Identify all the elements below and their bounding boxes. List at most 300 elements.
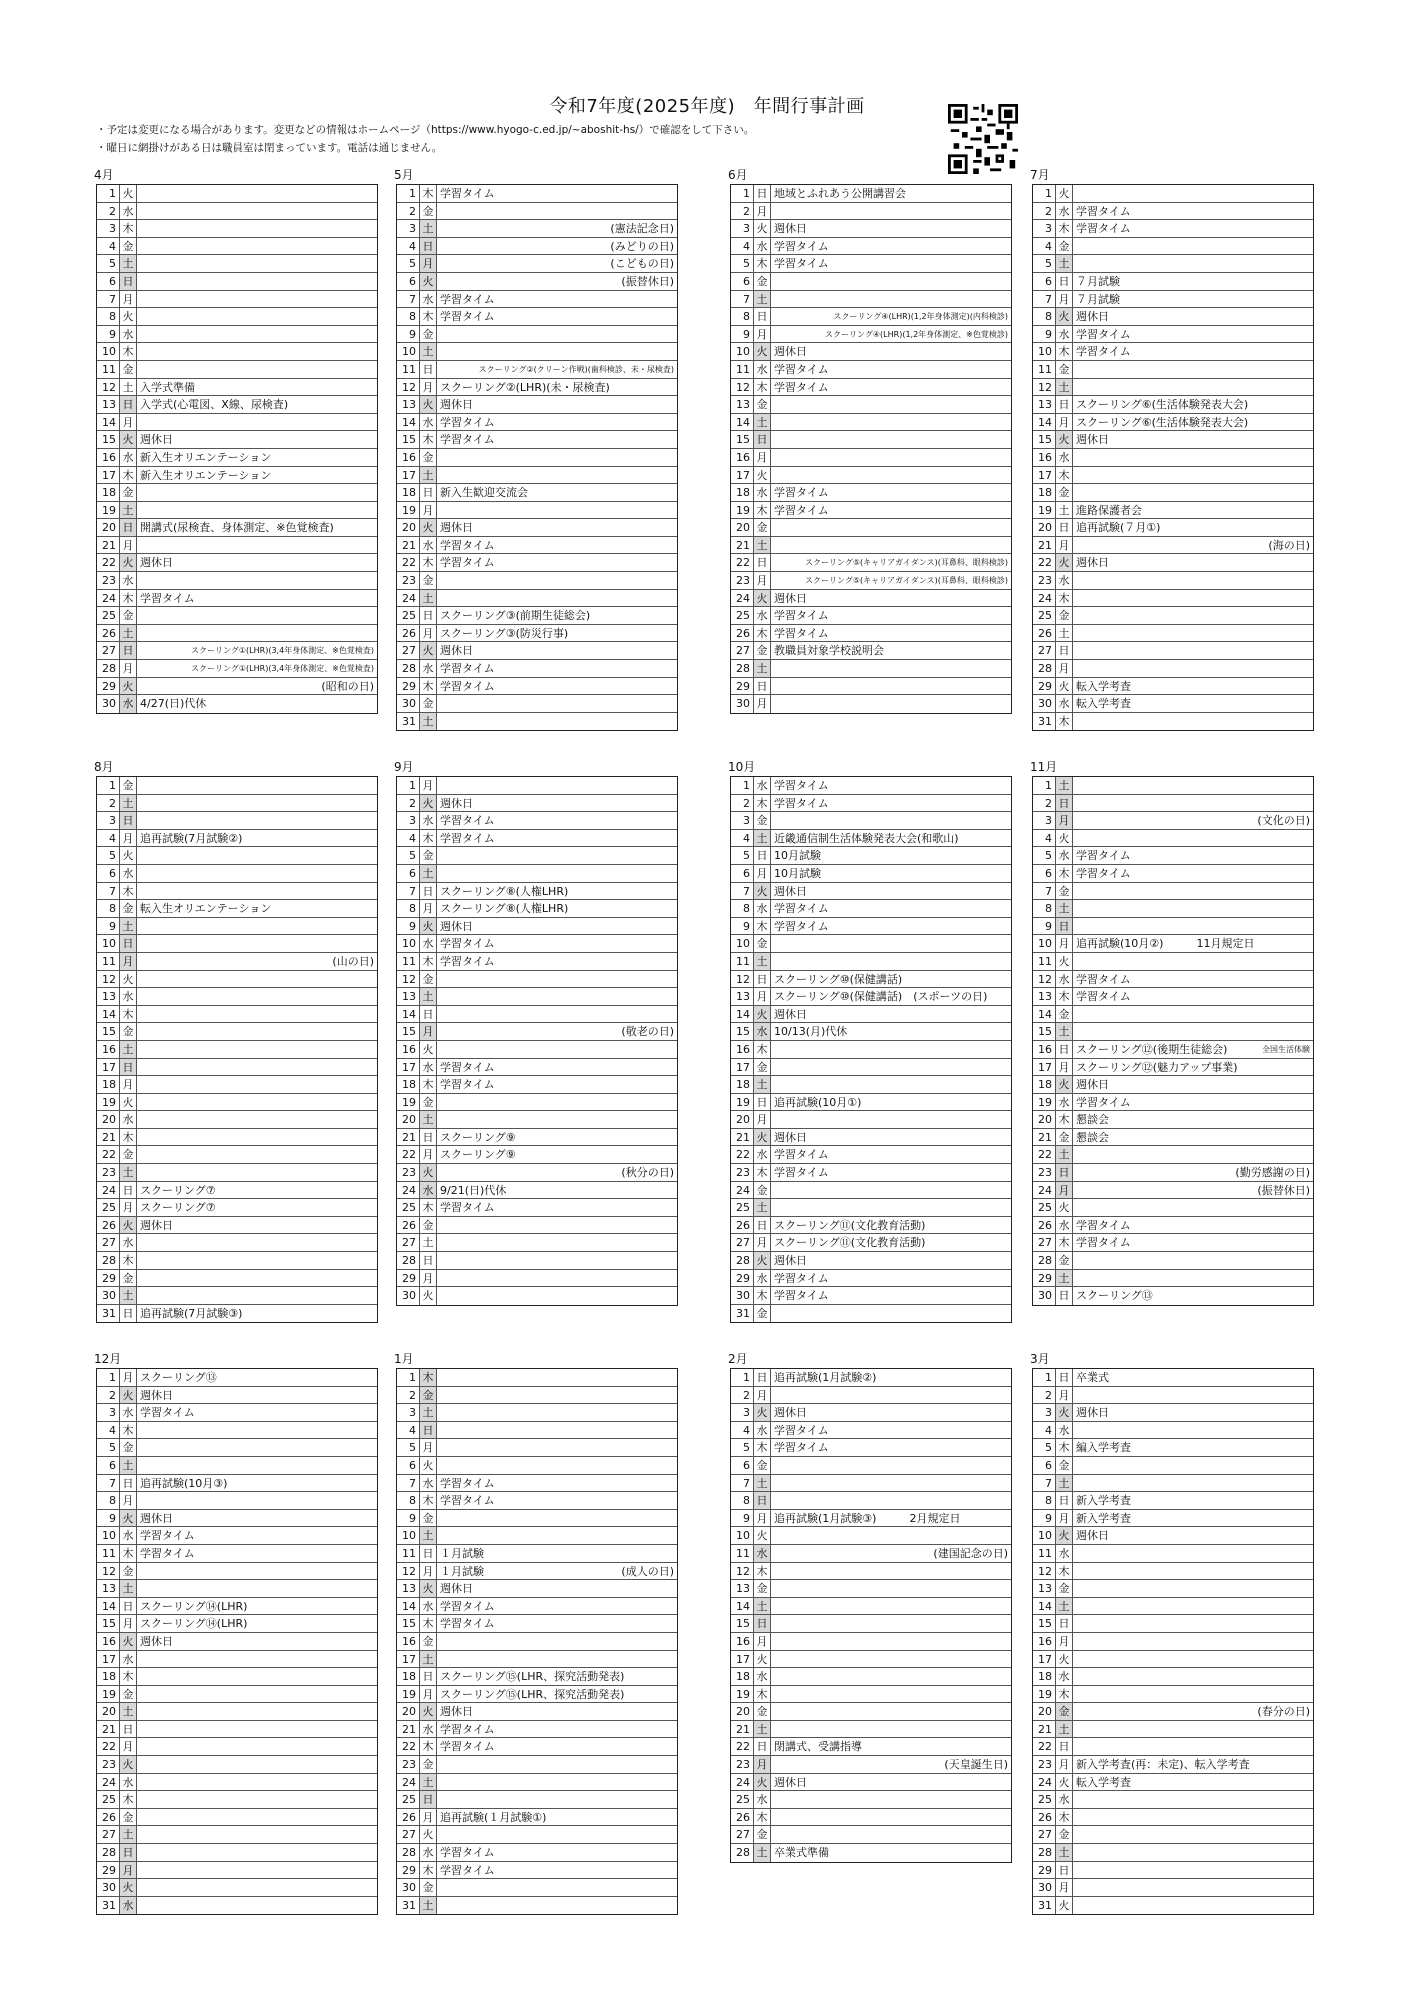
day-number: 24 (731, 590, 754, 607)
day-number: 10 (731, 935, 754, 952)
event-text: 学習タイム (1076, 1095, 1131, 1109)
event-cell (137, 414, 377, 431)
event-cell (771, 830, 1011, 847)
day-row (731, 847, 1011, 865)
day-number: 12 (1033, 379, 1056, 396)
event-text: 週休日 (774, 345, 807, 359)
event-cell (771, 607, 1011, 624)
day-row (1033, 1545, 1313, 1563)
day-row (1033, 847, 1313, 865)
weekday-cell: 木 (120, 1791, 137, 1808)
day-row (1033, 812, 1313, 830)
weekday-cell: 金 (754, 935, 771, 952)
weekday-cell: 金 (1056, 1129, 1073, 1146)
day-number: 6 (1033, 273, 1056, 290)
day-row (731, 1164, 1011, 1182)
weekday-cell: 金 (1056, 1457, 1073, 1474)
event-text: 追再試験(１月試験①) (440, 1810, 547, 1824)
weekday-cell: 日 (120, 1598, 137, 1615)
event-text: スクーリング⑩(保健講話) (スポーツの日) (774, 990, 988, 1004)
weekday-cell: 土 (120, 1164, 137, 1181)
day-number: 7 (97, 291, 120, 308)
weekday-cell: 土 (1056, 1270, 1073, 1287)
day-row (97, 1270, 377, 1288)
day-row (731, 1006, 1011, 1024)
weekday-cell: 月 (420, 900, 437, 917)
day-row (97, 1738, 377, 1756)
day-number: 18 (97, 1668, 120, 1685)
day-number: 27 (97, 1826, 120, 1843)
day-number: 23 (731, 1756, 754, 1773)
weekday-cell: 火 (120, 1633, 137, 1650)
day-number: 3 (1033, 812, 1056, 829)
event-cell (437, 1059, 677, 1076)
weekday-cell: 火 (1056, 185, 1073, 202)
day-number: 11 (731, 361, 754, 378)
event-cell (437, 847, 677, 864)
day-row (1033, 519, 1313, 537)
day-number: 22 (397, 1146, 420, 1163)
weekday-cell: 火 (754, 883, 771, 900)
weekday-cell: 日 (1056, 918, 1073, 935)
event-cell (771, 1234, 1011, 1251)
day-number: 8 (731, 308, 754, 325)
day-row (731, 1146, 1011, 1164)
day-row (731, 185, 1011, 203)
day-number: 18 (731, 484, 754, 501)
weekday-cell: 日 (1056, 642, 1073, 659)
event-cell (137, 607, 377, 624)
day-number: 22 (1033, 1738, 1056, 1755)
weekday-cell: 水 (1056, 1217, 1073, 1234)
weekday-cell: 土 (120, 918, 137, 935)
weekday-cell: 水 (420, 414, 437, 431)
weekday-cell: 火 (420, 1287, 437, 1305)
day-number: 19 (97, 1686, 120, 1703)
event-text: 学習タイム (774, 257, 829, 271)
event-cell (771, 1094, 1011, 1111)
event-cell (1073, 988, 1313, 1005)
day-row (731, 1615, 1011, 1633)
day-number: 2 (731, 203, 754, 220)
event-cell (771, 1111, 1011, 1128)
event-cell (437, 1439, 677, 1456)
day-row (97, 238, 377, 256)
day-number: 30 (397, 1287, 420, 1305)
event-cell (437, 1492, 677, 1509)
day-number: 12 (731, 1563, 754, 1580)
event-cell (137, 1721, 377, 1738)
weekday-cell: 月 (120, 660, 137, 677)
day-number: 26 (1033, 1217, 1056, 1234)
day-number: 14 (731, 1006, 754, 1023)
event-cell (1073, 1879, 1313, 1896)
event-text: 週休日 (1076, 310, 1109, 324)
event-text: 転入学考査 (1076, 1775, 1131, 1789)
day-row (97, 1457, 377, 1475)
weekday-cell: 水 (120, 1774, 137, 1791)
weekday-cell: 月 (120, 1199, 137, 1216)
weekday-cell: 土 (420, 1111, 437, 1128)
event-cell (771, 361, 1011, 378)
day-number: 14 (397, 1598, 420, 1615)
weekday-cell: 月 (420, 1809, 437, 1826)
event-text: (みどりの日) (610, 239, 674, 253)
day-row (1033, 830, 1313, 848)
event-text: 進路保護者会 (1076, 503, 1142, 517)
day-row (97, 467, 377, 485)
event-cell (437, 1217, 677, 1234)
day-row (731, 642, 1011, 660)
event-text: 週休日 (1076, 1529, 1109, 1543)
weekday-cell: 月 (754, 449, 771, 466)
event-cell (1073, 467, 1313, 484)
day-number: 25 (1033, 607, 1056, 624)
event-cell (771, 1668, 1011, 1685)
event-cell (1073, 1862, 1313, 1879)
event-cell (137, 900, 377, 917)
event-cell (771, 467, 1011, 484)
day-row (731, 308, 1011, 326)
day-number: 30 (397, 1879, 420, 1896)
day-row (397, 1826, 677, 1844)
day-row (1033, 1703, 1313, 1721)
day-row (1033, 238, 1313, 256)
event-text: 10/13(月)代休 (774, 1025, 848, 1039)
weekday-cell: 木 (420, 185, 437, 202)
day-row (97, 883, 377, 901)
weekday-cell: 日 (120, 1475, 137, 1492)
event-cell (437, 326, 677, 343)
event-text: スクーリング④(LHR)(1,2年身体測定)(内科検診) (833, 312, 1008, 322)
day-row (731, 953, 1011, 971)
day-number: 1 (731, 185, 754, 202)
event-cell (137, 1862, 377, 1879)
weekday-cell: 土 (120, 1580, 137, 1597)
day-row (97, 255, 377, 273)
day-number: 8 (97, 1492, 120, 1509)
event-text: 学習タイム (440, 937, 495, 951)
day-number: 18 (731, 1668, 754, 1685)
day-number: 18 (97, 1076, 120, 1093)
event-text: 学習タイム (440, 1863, 495, 1877)
day-row (1033, 678, 1313, 696)
weekday-cell: 金 (420, 449, 437, 466)
day-row (97, 484, 377, 502)
day-row (397, 953, 677, 971)
day-row (1033, 467, 1313, 485)
event-text: 学習タイム (440, 292, 495, 306)
event-cell (137, 519, 377, 536)
event-cell (437, 1686, 677, 1703)
day-number: 1 (397, 777, 420, 794)
day-number: 10 (397, 1527, 420, 1544)
weekday-cell: 木 (120, 1422, 137, 1439)
day-row (731, 883, 1011, 901)
event-cell (771, 519, 1011, 536)
weekday-cell: 木 (1056, 1439, 1073, 1456)
event-text: (昭和の日) (321, 679, 374, 693)
event-text: 学習タイム (1076, 990, 1131, 1004)
event-cell (437, 1023, 677, 1040)
day-number: 25 (1033, 1791, 1056, 1808)
weekday-cell: 木 (754, 502, 771, 519)
event-cell (771, 1492, 1011, 1509)
weekday-cell: 水 (1056, 1094, 1073, 1111)
day-row (97, 1826, 377, 1844)
weekday-cell: 土 (420, 1527, 437, 1544)
event-cell (1073, 812, 1313, 829)
day-row (731, 431, 1011, 449)
weekday-cell: 水 (754, 484, 771, 501)
weekday-cell: 火 (420, 1457, 437, 1474)
event-cell (437, 554, 677, 571)
note-shaded-days: ・曜日に網掛けがある日は職員室は閉まっています。電話は通じません。 (96, 142, 443, 154)
weekday-cell: 日 (754, 1492, 771, 1509)
day-row (397, 1006, 677, 1024)
event-cell (771, 1721, 1011, 1738)
event-text: スクーリング⑬ (1076, 1289, 1153, 1303)
weekday-cell: 木 (1056, 590, 1073, 607)
event-text: 教職員対象学校説明会 (774, 644, 884, 658)
event-cell (137, 1182, 377, 1199)
event-text: スクーリング⑨ (440, 1148, 516, 1162)
weekday-cell: 日 (754, 431, 771, 448)
event-text: 学習タイム (440, 1846, 495, 1860)
event-cell (771, 554, 1011, 571)
event-text: (海の日) (1268, 538, 1310, 552)
event-cell (771, 379, 1011, 396)
day-number: 1 (1033, 777, 1056, 794)
day-row (1033, 900, 1313, 918)
event-text: 学習タイム (440, 1599, 495, 1613)
day-row (397, 1457, 677, 1475)
weekday-cell: 水 (754, 1791, 771, 1808)
event-cell (1073, 1897, 1313, 1915)
weekday-cell: 金 (420, 203, 437, 220)
weekday-cell: 木 (420, 953, 437, 970)
weekday-cell: 火 (120, 1387, 137, 1404)
weekday-cell: 木 (754, 625, 771, 642)
day-number: 18 (397, 1668, 420, 1685)
day-row (731, 1059, 1011, 1077)
weekday-cell: 日 (1056, 1287, 1073, 1305)
day-number: 30 (97, 1879, 120, 1896)
event-text: 転入学考査 (1076, 697, 1131, 711)
qr-code-icon[interactable] (948, 104, 1018, 174)
day-row (397, 255, 677, 273)
day-row (97, 554, 377, 572)
day-row (397, 1041, 677, 1059)
event-cell (771, 449, 1011, 466)
month-label: 4月 (94, 168, 114, 182)
event-cell (771, 1439, 1011, 1456)
day-row (97, 1006, 377, 1024)
event-cell (1073, 1580, 1313, 1597)
day-row (731, 326, 1011, 344)
day-number: 2 (397, 203, 420, 220)
day-number: 19 (97, 502, 120, 519)
day-row (731, 361, 1011, 379)
weekday-cell: 日 (1056, 1492, 1073, 1509)
weekday-cell: 日 (1056, 396, 1073, 413)
event-cell (137, 1422, 377, 1439)
event-cell (1073, 1287, 1313, 1305)
page-title: 令和7年度(2025年度) 年間行事計画 (549, 96, 865, 117)
event-cell (1073, 918, 1313, 935)
event-cell (771, 1527, 1011, 1544)
event-cell (771, 1041, 1011, 1058)
day-row (731, 1287, 1011, 1305)
weekday-cell: 水 (754, 1146, 771, 1163)
day-row (1033, 1164, 1313, 1182)
day-row (397, 988, 677, 1006)
event-text: 学習タイム (774, 362, 829, 376)
day-row (97, 291, 377, 309)
day-number: 2 (731, 795, 754, 812)
month-label: 8月 (94, 760, 114, 774)
day-number: 18 (397, 1076, 420, 1093)
day-row (97, 361, 377, 379)
day-row (1033, 1422, 1313, 1440)
day-row (397, 777, 677, 795)
day-number: 30 (1033, 1879, 1056, 1896)
weekday-cell: 水 (420, 1721, 437, 1738)
event-cell (1073, 607, 1313, 624)
weekday-cell: 火 (420, 918, 437, 935)
month-block (1030, 1352, 1314, 1915)
day-row (731, 590, 1011, 608)
day-number: 16 (731, 449, 754, 466)
day-number: 7 (1033, 883, 1056, 900)
day-number: 23 (97, 1756, 120, 1773)
day-number: 5 (1033, 847, 1056, 864)
day-number: 21 (1033, 1721, 1056, 1738)
event-cell (1073, 185, 1313, 202)
day-row (397, 361, 677, 379)
weekday-cell: 土 (420, 988, 437, 1005)
event-text: 学習タイム (440, 1617, 495, 1631)
weekday-cell: 水 (1056, 847, 1073, 864)
day-number: 2 (397, 795, 420, 812)
event-cell (1073, 1059, 1313, 1076)
weekday-cell: 日 (420, 361, 437, 378)
weekday-cell: 火 (120, 678, 137, 695)
day-row (397, 343, 677, 361)
day-row (731, 1422, 1011, 1440)
event-text: 地域とふれあう公開講習会 (774, 187, 906, 200)
day-row (731, 1633, 1011, 1651)
event-cell (437, 1199, 677, 1216)
day-row (97, 830, 377, 848)
weekday-cell: 月 (120, 414, 137, 431)
weekday-cell: 水 (120, 1404, 137, 1421)
day-number: 17 (731, 467, 754, 484)
day-number: 23 (1033, 1164, 1056, 1181)
day-row (731, 554, 1011, 572)
weekday-cell: 木 (1056, 1809, 1073, 1826)
day-number: 21 (397, 1129, 420, 1146)
day-row (731, 1234, 1011, 1252)
day-row (97, 1217, 377, 1235)
day-number: 26 (1033, 625, 1056, 642)
day-row (1033, 625, 1313, 643)
day-row (731, 1023, 1011, 1041)
day-number: 9 (97, 1510, 120, 1527)
day-row (397, 1738, 677, 1756)
weekday-cell: 月 (754, 326, 771, 343)
day-number: 6 (1033, 865, 1056, 882)
weekday-cell: 月 (754, 1510, 771, 1527)
weekday-cell: 月 (420, 1023, 437, 1040)
event-cell (771, 660, 1011, 677)
day-number: 13 (397, 1580, 420, 1597)
day-row (1033, 1826, 1313, 1844)
event-text: 9/21(日)代休 (440, 1183, 507, 1197)
event-cell (771, 1633, 1011, 1650)
day-row (397, 414, 677, 432)
event-text: 編入学考査 (1076, 1441, 1131, 1455)
weekday-cell: 土 (420, 1897, 437, 1915)
weekday-cell: 水 (420, 812, 437, 829)
day-row (397, 203, 677, 221)
event-cell (137, 1668, 377, 1685)
event-text: 週休日 (140, 433, 173, 447)
day-row (97, 519, 377, 537)
event-cell (437, 953, 677, 970)
day-row (97, 953, 377, 971)
day-row (1033, 1492, 1313, 1510)
day-number: 13 (97, 396, 120, 413)
weekday-cell: 水 (754, 900, 771, 917)
event-cell (771, 1475, 1011, 1492)
day-number: 12 (731, 379, 754, 396)
event-text: 学習タイム (440, 679, 495, 693)
event-cell (437, 220, 677, 237)
event-cell (137, 1756, 377, 1773)
weekday-cell: 日 (420, 1668, 437, 1685)
day-number: 9 (731, 326, 754, 343)
event-cell (437, 431, 677, 448)
day-row (1033, 607, 1313, 625)
day-number: 12 (97, 971, 120, 988)
event-cell (771, 1059, 1011, 1076)
day-number: 18 (397, 484, 420, 501)
day-number: 20 (97, 1111, 120, 1128)
weekday-cell: 火 (420, 1826, 437, 1843)
weekday-cell: 土 (754, 1598, 771, 1615)
weekday-cell: 月 (120, 1492, 137, 1509)
weekday-cell: 火 (1056, 953, 1073, 970)
event-cell (437, 361, 677, 378)
event-cell (437, 1844, 677, 1861)
weekday-cell: 土 (420, 865, 437, 882)
event-text: スクーリング⑫(後期生徒総会) (1076, 1042, 1228, 1056)
event-text: スクーリング⑤(キャリアガイダンス)(耳鼻科、眼科検診) (804, 558, 1008, 568)
day-number: 10 (397, 343, 420, 360)
event-cell (1073, 660, 1313, 677)
day-row (397, 1879, 677, 1897)
day-number: 16 (731, 1633, 754, 1650)
weekday-cell: 火 (420, 396, 437, 413)
event-cell (771, 414, 1011, 431)
day-row (397, 1404, 677, 1422)
day-number: 26 (397, 1217, 420, 1234)
day-row (731, 1580, 1011, 1598)
day-number: 4 (1033, 238, 1056, 255)
day-row (731, 795, 1011, 813)
weekday-cell: 木 (120, 1252, 137, 1269)
